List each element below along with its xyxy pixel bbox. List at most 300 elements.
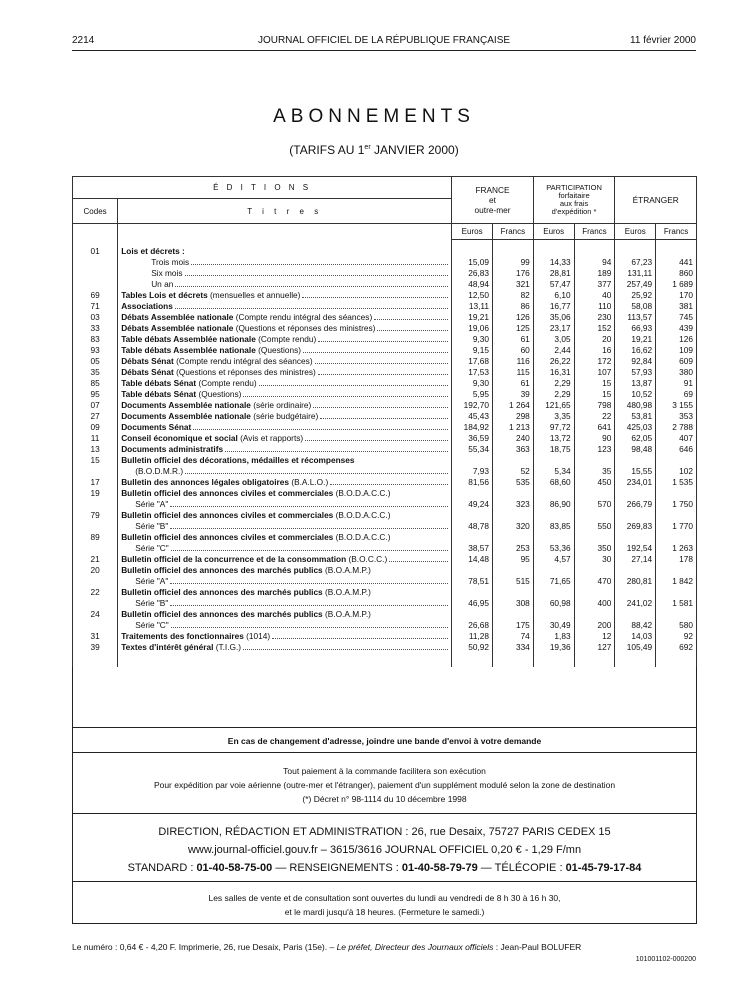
title-subline	[121, 576, 448, 587]
leader-dots	[259, 378, 449, 386]
row-code: 85	[73, 378, 118, 389]
title-line	[121, 334, 448, 345]
row-title	[118, 290, 452, 301]
etranger-euros: 192,54	[615, 532, 656, 554]
etranger-euros	[615, 240, 656, 258]
page-number: 2214	[72, 35, 95, 46]
footer-italic: Le préfet, Directeur des Journaux officiels	[336, 942, 494, 952]
row-title	[118, 510, 452, 532]
unit-blank-code	[73, 224, 118, 240]
participation-francs: 30	[574, 554, 615, 565]
period-label: Six mois	[151, 268, 183, 278]
footer-text-end: : Jean-Paul BOLUFER	[493, 942, 582, 952]
participation-euros: 28,81	[533, 268, 574, 279]
filler	[73, 653, 118, 667]
row-title	[118, 240, 452, 258]
france-euros	[452, 240, 493, 258]
leader-dots	[305, 433, 448, 441]
period-label: Trois mois	[151, 257, 190, 267]
participation-francs: 90	[574, 433, 615, 444]
hours-line-2: et le mardi jusqu'à 18 heures. (Fermeture le samedi.)	[284, 907, 485, 917]
etranger-euros: 269,83	[615, 510, 656, 532]
france-francs: 363	[493, 444, 534, 455]
title-rest: (Questions et réponses des ministres)	[173, 367, 316, 377]
table-row	[73, 345, 697, 356]
etranger-euros: 266,79	[615, 488, 656, 510]
etranger-euros: 27,14	[615, 554, 656, 565]
table-row	[73, 290, 697, 301]
leader-dots	[175, 279, 448, 287]
table-row	[73, 268, 697, 279]
participation-euros: 35,06	[533, 312, 574, 323]
france-euros: 17,68	[452, 356, 493, 367]
leader-dots	[272, 631, 448, 639]
participation-francs: 470	[574, 565, 615, 587]
etranger-francs: 407	[656, 433, 697, 444]
france-francs	[493, 240, 534, 258]
header-codes: Codes	[73, 199, 118, 224]
title-rest: (mensuelles et annuelle)	[207, 290, 301, 300]
etranger-euros: 66,93	[615, 323, 656, 334]
etranger-francs: 1 750	[656, 488, 697, 510]
title-bold: Documents Assemblée nationale	[121, 400, 251, 410]
etranger-francs: 91	[656, 378, 697, 389]
header-participation-3: aux frais	[559, 199, 589, 208]
title-subline	[121, 543, 448, 554]
table-row	[73, 411, 697, 422]
etranger-euros: 131,11	[615, 268, 656, 279]
row-code: 05	[73, 356, 118, 367]
etranger-euros: 88,42	[615, 609, 656, 631]
leader-dots	[225, 444, 448, 452]
france-francs: 176	[493, 268, 534, 279]
participation-francs: 35	[574, 455, 615, 477]
table-row	[73, 422, 697, 433]
etranger-francs: 380	[656, 367, 697, 378]
france-francs: 535	[493, 477, 534, 488]
etranger-francs: 1 689	[656, 279, 697, 290]
title-bold: Bulletin officiel des annonces civiles et commerciales	[121, 488, 334, 498]
row-title	[118, 422, 452, 433]
leader-dots	[170, 499, 448, 507]
participation-euros: 57,47	[533, 279, 574, 290]
title-bold: Débats Assemblée nationale	[121, 312, 234, 322]
unit-euros: Euros	[615, 224, 656, 240]
row-code: 93	[73, 345, 118, 356]
unit-euros: Euros	[533, 224, 574, 240]
row-code: 21	[73, 554, 118, 565]
table-row	[73, 334, 697, 345]
france-francs: 95	[493, 554, 534, 565]
etranger-euros: 113,57	[615, 312, 656, 323]
title-rest: (B.O.D.A.C.C.)	[333, 532, 391, 542]
contact-block	[72, 823, 697, 877]
etranger-euros: 25,92	[615, 290, 656, 301]
france-francs: 240	[493, 433, 534, 444]
title-subline	[121, 598, 448, 609]
subscription-table	[72, 176, 697, 667]
title-bold: Bulletin officiel de la concurrence et de la consommation	[121, 554, 347, 564]
table-row	[73, 367, 697, 378]
etranger-euros: 57,93	[615, 367, 656, 378]
france-francs: 308	[493, 587, 534, 609]
participation-euros	[533, 240, 574, 258]
title-line	[121, 389, 448, 400]
title-subline	[121, 466, 448, 477]
title-line	[121, 433, 448, 444]
france-francs: 60	[493, 345, 534, 356]
airmail-line: Pour expédition par voie aérienne (outre-mer et l'étranger), paiement d'un supplément modulé selon la zone de destination	[153, 780, 616, 790]
france-euros: 49,24	[452, 488, 493, 510]
france-francs: 61	[493, 334, 534, 345]
etranger-euros: 425,03	[615, 422, 656, 433]
row-code: 19	[73, 488, 118, 510]
participation-francs: 189	[574, 268, 615, 279]
telecopie-number: 01-45-79-17-84	[565, 862, 642, 874]
row-title	[118, 631, 452, 642]
etranger-francs: 353	[656, 411, 697, 422]
france-francs: 99	[493, 257, 534, 268]
title-bold: Bulletin officiel des annonces des marchés publics	[121, 587, 323, 597]
participation-euros: 53,36	[533, 532, 574, 554]
row-code: 27	[73, 411, 118, 422]
participation-euros: 3,05	[533, 334, 574, 345]
etranger-euros: 13,87	[615, 378, 656, 389]
participation-euros: 16,31	[533, 367, 574, 378]
participation-euros: 83,85	[533, 510, 574, 532]
row-title	[118, 565, 452, 587]
etranger-francs: 92	[656, 631, 697, 642]
unit-francs: Francs	[493, 224, 534, 240]
participation-francs: 12	[574, 631, 615, 642]
title-line	[121, 312, 448, 323]
france-francs: 61	[493, 378, 534, 389]
payment-notice	[72, 764, 697, 806]
participation-francs: 172	[574, 356, 615, 367]
title-bold: Table débats Assemblée nationale	[121, 345, 256, 355]
participation-francs: 200	[574, 609, 615, 631]
subtitle-sup: er	[364, 144, 371, 151]
france-euros: 48,94	[452, 279, 493, 290]
leader-dots	[185, 268, 449, 276]
etranger-euros: 67,23	[615, 257, 656, 268]
france-francs: 74	[493, 631, 534, 642]
france-euros: 11,28	[452, 631, 493, 642]
title-bold: Table débats Assemblée nationale	[121, 334, 256, 344]
header-participation-1: PARTICIPATION	[546, 183, 602, 192]
participation-francs: 570	[574, 488, 615, 510]
footer-code: 101001102-000200	[635, 956, 696, 963]
etranger-euros: 19,21	[615, 334, 656, 345]
leader-dots	[243, 389, 448, 397]
title-bold: Débats Sénat	[121, 356, 174, 366]
france-euros: 36,59	[452, 433, 493, 444]
leader-dots	[171, 620, 448, 628]
row-title	[118, 301, 452, 312]
row-title	[118, 323, 452, 334]
participation-francs: 107	[574, 367, 615, 378]
table-row	[73, 356, 697, 367]
france-francs: 320	[493, 510, 534, 532]
france-francs: 82	[493, 290, 534, 301]
title-sub: Série "B"	[135, 598, 169, 608]
title-bold: Textes d'intérêt général	[121, 642, 214, 652]
row-title	[118, 609, 452, 631]
row-code: 33	[73, 323, 118, 334]
payment-line: Tout paiement à la commande facilitera son exécution	[283, 766, 486, 776]
leader-dots	[170, 521, 448, 529]
etranger-euros: 58,08	[615, 301, 656, 312]
title-rest: (1014)	[243, 631, 271, 641]
etranger-francs: 580	[656, 609, 697, 631]
row-title	[118, 477, 452, 488]
hours-line-1: Les salles de vente et de consultation sont ouvertes du lundi au vendredi de 8 h 30 à 16 h 30,	[208, 893, 561, 903]
title-bold: Bulletin officiel des annonces civiles et commerciales	[121, 532, 334, 542]
table-row	[73, 488, 697, 510]
table-body	[73, 240, 697, 668]
etranger-francs: 860	[656, 268, 697, 279]
participation-francs: 15	[574, 389, 615, 400]
table-row	[73, 240, 697, 258]
leader-dots	[170, 598, 448, 606]
divider	[72, 881, 697, 882]
france-francs: 39	[493, 389, 534, 400]
issue-date: 11 février 2000	[630, 35, 696, 46]
france-francs: 175	[493, 609, 534, 631]
participation-francs: 550	[574, 510, 615, 532]
table-row	[73, 323, 697, 334]
participation-euros: 18,75	[533, 444, 574, 455]
header-france-et: et	[489, 195, 496, 205]
participation-francs: 40	[574, 290, 615, 301]
france-euros: 55,34	[452, 444, 493, 455]
separator: —	[477, 862, 495, 874]
france-euros: 45,43	[452, 411, 493, 422]
leader-dots	[243, 642, 448, 650]
title-line	[121, 510, 448, 521]
filler	[533, 653, 574, 667]
france-euros: 9,30	[452, 378, 493, 389]
participation-euros: 13,72	[533, 433, 574, 444]
participation-euros: 3,35	[533, 411, 574, 422]
etranger-francs: 439	[656, 323, 697, 334]
france-francs: 125	[493, 323, 534, 334]
title-bold: Documents administratifs	[121, 444, 224, 454]
title-line	[121, 323, 448, 334]
table-row	[73, 455, 697, 477]
france-euros: 17,53	[452, 367, 493, 378]
row-code: 39	[73, 642, 118, 653]
france-euros: 50,92	[452, 642, 493, 653]
france-francs: 253	[493, 532, 534, 554]
participation-euros: 14,33	[533, 257, 574, 268]
participation-euros: 2,29	[533, 378, 574, 389]
header-editions: É D I T I O N S	[73, 177, 452, 199]
row-code: 79	[73, 510, 118, 532]
leader-dots	[170, 576, 448, 584]
etranger-euros: 62,05	[615, 433, 656, 444]
title-bold: Bulletin des annonces légales obligatoires	[121, 477, 290, 487]
etranger-euros: 257,49	[615, 279, 656, 290]
etranger-euros: 480,98	[615, 400, 656, 411]
subtitle-text: (TARIFS AU 1	[289, 143, 365, 157]
etranger-euros: 105,49	[615, 642, 656, 653]
participation-francs: 152	[574, 323, 615, 334]
france-euros: 48,78	[452, 510, 493, 532]
header-etranger: ÉTRANGER	[615, 177, 697, 224]
title-rest: (B.O.A.M.P.)	[322, 609, 371, 619]
participation-euros: 4,57	[533, 554, 574, 565]
row-code: 95	[73, 389, 118, 400]
title-sub: Série "B"	[135, 521, 169, 531]
subtitle-text-end: JANVIER 2000)	[370, 143, 459, 157]
renseignements-label: RENSEIGNEMENTS :	[289, 862, 402, 874]
address-change-notice: En cas de changement d'adresse, joindre une bande d'envoi à votre demande	[72, 727, 697, 753]
title-bold: Bulletin officiel des décorations, médailles et récompenses	[121, 455, 355, 465]
participation-francs: 230	[574, 312, 615, 323]
filler	[452, 653, 493, 667]
title-rest: (B.A.L.O.)	[289, 477, 329, 487]
participation-francs: 15	[574, 378, 615, 389]
title-rest: (B.O.D.A.C.C.)	[333, 488, 391, 498]
france-francs: 1 213	[493, 422, 534, 433]
row-code: 15	[73, 455, 118, 477]
title-rest: (B.O.A.M.P.)	[322, 565, 371, 575]
participation-francs: 123	[574, 444, 615, 455]
table-row	[73, 378, 697, 389]
participation-euros: 26,22	[533, 356, 574, 367]
etranger-francs: 2 788	[656, 422, 697, 433]
france-francs: 115	[493, 367, 534, 378]
participation-euros: 71,65	[533, 565, 574, 587]
leader-dots	[303, 345, 448, 353]
title-rest: (Avis et rapports)	[237, 433, 304, 443]
title-rest: (Compte rendu)	[196, 378, 257, 388]
row-code	[73, 257, 118, 268]
participation-euros: 121,65	[533, 400, 574, 411]
etranger-francs: 1 263	[656, 532, 697, 554]
header-titres: T i t r e s	[118, 199, 452, 224]
table-row	[73, 312, 697, 323]
row-code: 31	[73, 631, 118, 642]
etranger-francs: 692	[656, 642, 697, 653]
row-title	[118, 312, 452, 323]
title-line	[121, 554, 448, 565]
etranger-francs: 1 535	[656, 477, 697, 488]
etranger-francs: 1 770	[656, 510, 697, 532]
row-code: 17	[73, 477, 118, 488]
etranger-euros: 10,52	[615, 389, 656, 400]
title-bold: Conseil économique et social	[121, 433, 238, 443]
title-bold: Traitements des fonctionnaires	[121, 631, 244, 641]
france-francs: 1 264	[493, 400, 534, 411]
row-title	[118, 532, 452, 554]
row-code: 07	[73, 400, 118, 411]
france-euros: 9,15	[452, 345, 493, 356]
table-row	[73, 642, 697, 653]
header-participation-2: forfaitaire	[558, 191, 590, 200]
title-sub: Série "C"	[135, 543, 169, 553]
leader-dots	[193, 422, 448, 430]
france-euros: 26,83	[452, 268, 493, 279]
participation-euros: 5,34	[533, 455, 574, 477]
participation-euros: 1,83	[533, 631, 574, 642]
etranger-francs: 170	[656, 290, 697, 301]
row-title	[118, 356, 452, 367]
row-code: 09	[73, 422, 118, 433]
table-row	[73, 565, 697, 587]
row-title	[118, 411, 452, 422]
participation-euros: 60,98	[533, 587, 574, 609]
title-line	[121, 422, 448, 433]
title-rest: (Compte rendu intégral des séances)	[233, 312, 373, 322]
title-bold: Table débats Sénat	[121, 389, 197, 399]
france-euros: 184,92	[452, 422, 493, 433]
row-title	[118, 455, 452, 477]
france-francs: 323	[493, 488, 534, 510]
france-euros: 5,95	[452, 389, 493, 400]
journal-title: JOURNAL OFFICIEL DE LA RÉPUBLIQUE FRANÇAISE	[257, 35, 511, 46]
france-euros: 9,30	[452, 334, 493, 345]
etranger-francs: 69	[656, 389, 697, 400]
france-francs: 298	[493, 411, 534, 422]
title-sub: Série "A"	[135, 576, 169, 586]
row-code: 11	[73, 433, 118, 444]
row-title	[118, 257, 452, 268]
france-euros: 19,06	[452, 323, 493, 334]
row-code: 22	[73, 587, 118, 609]
participation-euros: 6,10	[533, 290, 574, 301]
table-row	[73, 532, 697, 554]
etranger-euros: 53,81	[615, 411, 656, 422]
etranger-francs: 441	[656, 257, 697, 268]
etranger-euros: 14,03	[615, 631, 656, 642]
france-euros: 13,11	[452, 301, 493, 312]
etranger-euros: 98,48	[615, 444, 656, 455]
title-line	[121, 279, 448, 290]
participation-euros: 97,72	[533, 422, 574, 433]
row-title	[118, 279, 452, 290]
header-france-label: FRANCE	[475, 185, 510, 195]
etranger-euros: 92,84	[615, 356, 656, 367]
participation-francs: 641	[574, 422, 615, 433]
row-title	[118, 389, 452, 400]
etranger-francs: 745	[656, 312, 697, 323]
title-bold: Documents Sénat	[121, 422, 192, 432]
etranger-francs: 178	[656, 554, 697, 565]
footer-text: Le numéro : 0,64 € - 4,20 F. Imprimerie, 26, rue Desaix, Paris (15e). –	[72, 942, 337, 952]
table-row	[73, 554, 697, 565]
divider	[72, 813, 697, 814]
etranger-francs: 1 842	[656, 565, 697, 587]
title-line	[121, 301, 448, 312]
table-row	[73, 587, 697, 609]
table-row	[73, 257, 697, 268]
etranger-francs: 381	[656, 301, 697, 312]
unit-francs: Francs	[656, 224, 697, 240]
title-line	[121, 477, 448, 488]
row-code	[73, 268, 118, 279]
title-line	[121, 411, 448, 422]
participation-euros: 2,29	[533, 389, 574, 400]
title-rest: (B.O.C.C.)	[346, 554, 388, 564]
participation-francs: 127	[574, 642, 615, 653]
decree-line: (*) Décret n° 98-1114 du 10 décembre 1998	[302, 794, 467, 804]
filler	[574, 653, 615, 667]
header-participation	[533, 177, 615, 224]
etranger-euros: 280,81	[615, 565, 656, 587]
leader-dots	[175, 301, 448, 309]
